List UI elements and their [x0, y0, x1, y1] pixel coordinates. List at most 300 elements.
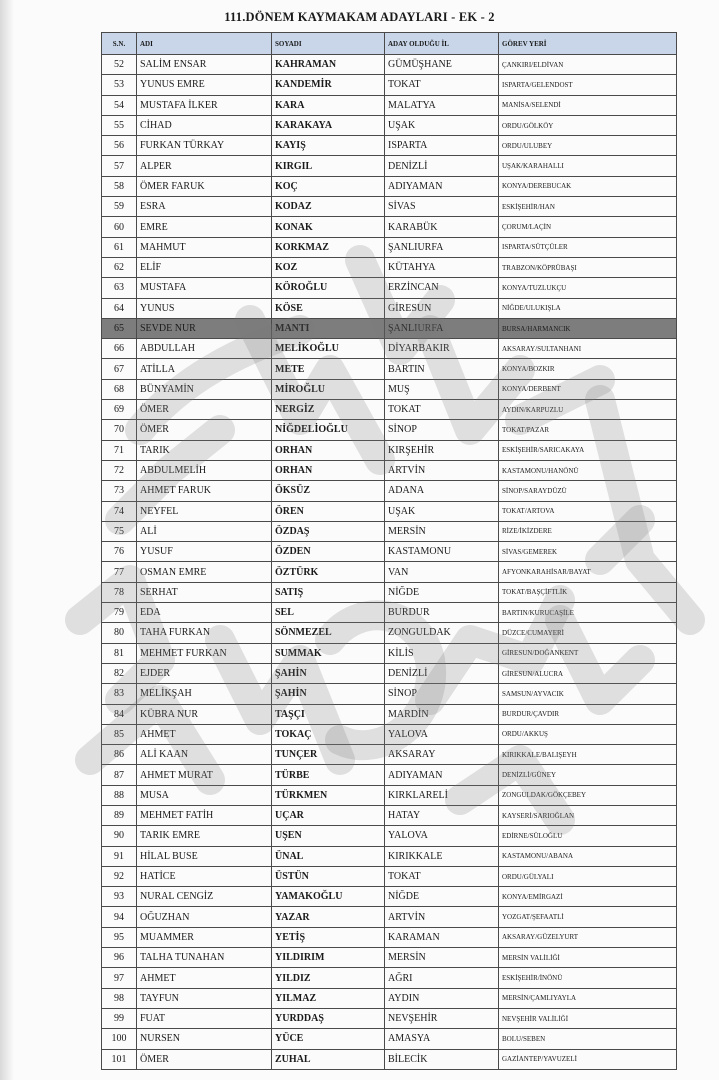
table-row	[102, 866, 677, 886]
row-gorev: YOZGAT/ŞEFAATLİ	[499, 907, 677, 927]
row-il: SİNOP	[385, 684, 499, 704]
row-gorev: KIRIKKALE/BALIŞEYH	[499, 745, 677, 765]
row-adi: AHMET MURAT	[137, 765, 272, 785]
row-adi: SALİM ENSAR	[137, 55, 272, 75]
row-sn: 68	[102, 379, 137, 399]
table-row	[102, 745, 677, 765]
row-gorev: KASTAMONU/HANÖNÜ	[499, 460, 677, 480]
row-gorev: KONYA/TUZLUKÇU	[499, 278, 677, 298]
row-adi: AHMET	[137, 724, 272, 744]
row-il: MERSİN	[385, 948, 499, 968]
row-adi: MUSTAFA İLKER	[137, 95, 272, 115]
table-row	[102, 948, 677, 968]
table-row	[102, 968, 677, 988]
row-soyadi: SUMMAK	[272, 643, 385, 663]
row-sn: 87	[102, 765, 137, 785]
row-il: ADIYAMAN	[385, 176, 499, 196]
row-il: DİYARBAKIR	[385, 339, 499, 359]
row-gorev: TOKAT/BAŞÇİFTLİK	[499, 582, 677, 602]
row-sn: 85	[102, 724, 137, 744]
table-row	[102, 603, 677, 623]
row-adi: YUSUF	[137, 542, 272, 562]
row-il: UŞAK	[385, 115, 499, 135]
row-sn: 96	[102, 948, 137, 968]
row-soyadi: KOÇ	[272, 176, 385, 196]
row-soyadi: KORKMAZ	[272, 237, 385, 257]
row-sn: 90	[102, 826, 137, 846]
row-gorev: AKSARAY/SULTANHANI	[499, 339, 677, 359]
row-soyadi: ÜNAL	[272, 846, 385, 866]
row-sn: 92	[102, 866, 137, 886]
row-il: UŞAK	[385, 501, 499, 521]
row-sn: 56	[102, 136, 137, 156]
row-adi: MELİKŞAH	[137, 684, 272, 704]
row-gorev: EDİRNE/SÜLOĞLU	[499, 826, 677, 846]
table-row	[102, 724, 677, 744]
row-sn: 76	[102, 542, 137, 562]
row-sn: 100	[102, 1029, 137, 1049]
table-row	[102, 176, 677, 196]
table-row	[102, 298, 677, 318]
row-soyadi: ÖREN	[272, 501, 385, 521]
table-row	[102, 562, 677, 582]
row-soyadi: ORHAN	[272, 440, 385, 460]
row-il: GİRESUN	[385, 298, 499, 318]
row-adi: TAHA FURKAN	[137, 623, 272, 643]
row-sn: 82	[102, 663, 137, 683]
row-il: DENİZLİ	[385, 156, 499, 176]
row-il: DENİZLİ	[385, 663, 499, 683]
row-gorev: BOLU/SEBEN	[499, 1029, 677, 1049]
row-adi: MUSA	[137, 785, 272, 805]
row-sn: 94	[102, 907, 137, 927]
row-adi: TARIK	[137, 440, 272, 460]
row-adi: BÜNYAMİN	[137, 379, 272, 399]
row-sn: 74	[102, 501, 137, 521]
row-il: ZONGULDAK	[385, 623, 499, 643]
row-sn: 86	[102, 745, 137, 765]
row-soyadi: KODAZ	[272, 197, 385, 217]
table-body	[102, 55, 677, 1070]
row-soyadi: KONAK	[272, 217, 385, 237]
row-gorev: BURSA/HARMANCIK	[499, 318, 677, 338]
row-soyadi: KÖROĞLU	[272, 278, 385, 298]
table-row	[102, 887, 677, 907]
table-row	[102, 765, 677, 785]
table-row	[102, 643, 677, 663]
row-soyadi: TAŞÇI	[272, 704, 385, 724]
row-gorev: RİZE/İKİZDERE	[499, 521, 677, 541]
row-adi: KÜBRA NUR	[137, 704, 272, 724]
row-soyadi: SATIŞ	[272, 582, 385, 602]
table-row	[102, 623, 677, 643]
row-adi: MEHMET FATİH	[137, 805, 272, 825]
row-soyadi: UÇAR	[272, 805, 385, 825]
row-gorev: UŞAK/KARAHALLI	[499, 156, 677, 176]
table-row	[102, 582, 677, 602]
row-il: ISPARTA	[385, 136, 499, 156]
row-gorev: ÇORUM/LAÇİN	[499, 217, 677, 237]
row-gorev: TOKAT/PAZAR	[499, 420, 677, 440]
row-adi: CİHAD	[137, 115, 272, 135]
table-row	[102, 785, 677, 805]
row-adi: ÖMER	[137, 400, 272, 420]
row-gorev: GİRESUN/ALUCRA	[499, 663, 677, 683]
row-gorev: ORDU/GÜLYALI	[499, 866, 677, 886]
row-sn: 71	[102, 440, 137, 460]
table-row	[102, 440, 677, 460]
row-sn: 97	[102, 968, 137, 988]
row-soyadi: YAZAR	[272, 907, 385, 927]
row-soyadi: TÜRKMEN	[272, 785, 385, 805]
row-gorev: ORDU/GÖLKÖY	[499, 115, 677, 135]
row-sn: 69	[102, 400, 137, 420]
row-il: ADIYAMAN	[385, 765, 499, 785]
row-il: AĞRI	[385, 968, 499, 988]
table-row	[102, 907, 677, 927]
row-adi: OĞUZHAN	[137, 907, 272, 927]
row-il: KASTAMONU	[385, 542, 499, 562]
row-soyadi: NERGİZ	[272, 400, 385, 420]
row-il: ARTVİN	[385, 907, 499, 927]
row-soyadi: TÜRBE	[272, 765, 385, 785]
header-adi: ADI	[137, 33, 272, 55]
row-adi: FUAT	[137, 1008, 272, 1028]
row-il: KARABÜK	[385, 217, 499, 237]
table-row	[102, 846, 677, 866]
table-row	[102, 115, 677, 135]
table-row	[102, 55, 677, 75]
row-soyadi: KIRGIL	[272, 156, 385, 176]
candidates-table	[101, 32, 677, 1070]
row-adi: ATİLLA	[137, 359, 272, 379]
row-adi: ÖMER	[137, 1049, 272, 1069]
row-soyadi: YILMAZ	[272, 988, 385, 1008]
table-row	[102, 521, 677, 541]
row-adi: ABDULLAH	[137, 339, 272, 359]
table-row	[102, 1029, 677, 1049]
row-soyadi: YETİŞ	[272, 927, 385, 947]
row-soyadi: YURDDAŞ	[272, 1008, 385, 1028]
row-adi: OSMAN EMRE	[137, 562, 272, 582]
row-il: ARTVİN	[385, 460, 499, 480]
row-sn: 59	[102, 197, 137, 217]
row-il: ERZİNCAN	[385, 278, 499, 298]
row-gorev: ORDU/AKKUŞ	[499, 724, 677, 744]
row-sn: 75	[102, 521, 137, 541]
row-sn: 65	[102, 318, 137, 338]
row-soyadi: KARAKAYA	[272, 115, 385, 135]
row-gorev: MERSİN/ÇAMLIYAYLA	[499, 988, 677, 1008]
row-gorev: TRABZON/KÖPRÜBAŞI	[499, 257, 677, 277]
row-gorev: ORDU/ULUBEY	[499, 136, 677, 156]
row-il: KARAMAN	[385, 927, 499, 947]
row-sn: 81	[102, 643, 137, 663]
row-adi: SEVDE NUR	[137, 318, 272, 338]
row-adi: YUNUS EMRE	[137, 75, 272, 95]
row-il: KIRŞEHİR	[385, 440, 499, 460]
row-soyadi: MELİKOĞLU	[272, 339, 385, 359]
row-sn: 64	[102, 298, 137, 318]
row-sn: 72	[102, 460, 137, 480]
table-row	[102, 460, 677, 480]
row-il: BURDUR	[385, 603, 499, 623]
document-title: 111.DÖNEM KAYMAKAM ADAYLARI - EK - 2	[224, 10, 495, 24]
row-soyadi: ÖZDAŞ	[272, 521, 385, 541]
row-soyadi: MİROĞLU	[272, 379, 385, 399]
row-sn: 55	[102, 115, 137, 135]
row-soyadi: YÜCE	[272, 1029, 385, 1049]
row-il: KIRIKKALE	[385, 846, 499, 866]
row-il: TOKAT	[385, 400, 499, 420]
row-soyadi: KAYIŞ	[272, 136, 385, 156]
row-sn: 93	[102, 887, 137, 907]
row-il: KIRKLARELİ	[385, 785, 499, 805]
row-gorev: MERSİN VALİLİĞİ	[499, 948, 677, 968]
header-sn: S.N.	[102, 33, 137, 55]
row-adi: YUNUS	[137, 298, 272, 318]
row-sn: 61	[102, 237, 137, 257]
row-gorev: BARTIN/KURUCAŞİLE	[499, 603, 677, 623]
row-soyadi: SÖNMEZEL	[272, 623, 385, 643]
row-gorev: KONYA/DEREBUCAK	[499, 176, 677, 196]
table-row	[102, 156, 677, 176]
table-row	[102, 217, 677, 237]
row-il: NEVŞEHİR	[385, 1008, 499, 1028]
row-il: YALOVA	[385, 724, 499, 744]
row-soyadi: KARA	[272, 95, 385, 115]
row-gorev: AYDIN/KARPUZLU	[499, 400, 677, 420]
table-row	[102, 359, 677, 379]
table-row	[102, 257, 677, 277]
row-sn: 70	[102, 420, 137, 440]
row-gorev: AKSARAY/GÜZELYURT	[499, 927, 677, 947]
row-gorev: KASTAMONU/ABANA	[499, 846, 677, 866]
row-sn: 67	[102, 359, 137, 379]
row-il: VAN	[385, 562, 499, 582]
row-sn: 99	[102, 1008, 137, 1028]
row-gorev: ESKİŞEHİR/İNÖNÜ	[499, 968, 677, 988]
row-gorev: SİNOP/SARAYDÜZÜ	[499, 481, 677, 501]
row-soyadi: YILDIZ	[272, 968, 385, 988]
row-soyadi: ÖZTÜRK	[272, 562, 385, 582]
row-adi: TAYFUN	[137, 988, 272, 1008]
row-soyadi: UŞEN	[272, 826, 385, 846]
row-adi: ABDULMELİH	[137, 460, 272, 480]
row-sn: 57	[102, 156, 137, 176]
row-sn: 80	[102, 623, 137, 643]
row-gorev: KONYA/DERBENT	[499, 379, 677, 399]
table-row	[102, 95, 677, 115]
page-edge-shadow	[0, 0, 14, 1080]
row-sn: 60	[102, 217, 137, 237]
row-adi: NURAL CENGİZ	[137, 887, 272, 907]
row-sn: 53	[102, 75, 137, 95]
row-gorev: ZONGULDAK/GÖKÇEBEY	[499, 785, 677, 805]
row-il: AYDIN	[385, 988, 499, 1008]
row-adi: MUAMMER	[137, 927, 272, 947]
row-il: ADANA	[385, 481, 499, 501]
row-adi: ALPER	[137, 156, 272, 176]
row-adi: ÖMER FARUK	[137, 176, 272, 196]
row-gorev: GAZİANTEP/YAVUZELİ	[499, 1049, 677, 1069]
row-adi: AHMET FARUK	[137, 481, 272, 501]
row-adi: HİLAL BUSE	[137, 846, 272, 866]
row-adi: ALİ	[137, 521, 272, 541]
row-il: BİLECİK	[385, 1049, 499, 1069]
row-gorev: NEVŞEHİR VALİLİĞİ	[499, 1008, 677, 1028]
row-soyadi: KAHRAMAN	[272, 55, 385, 75]
row-gorev: NİĞDE/ULUKIŞLA	[499, 298, 677, 318]
table-row	[102, 826, 677, 846]
row-il: TOKAT	[385, 75, 499, 95]
row-adi: TALHA TUNAHAN	[137, 948, 272, 968]
row-gorev: DENİZLİ/GÜNEY	[499, 765, 677, 785]
row-gorev: GİRESUN/DOĞANKENT	[499, 643, 677, 663]
row-adi: ESRA	[137, 197, 272, 217]
row-il: BARTIN	[385, 359, 499, 379]
row-adi: TARIK EMRE	[137, 826, 272, 846]
row-sn: 88	[102, 785, 137, 805]
row-adi: MEHMET FURKAN	[137, 643, 272, 663]
row-il: HATAY	[385, 805, 499, 825]
row-il: SİVAS	[385, 197, 499, 217]
row-soyadi: KOZ	[272, 257, 385, 277]
row-il: MARDİN	[385, 704, 499, 724]
row-gorev: BURDUR/ÇAVDIR	[499, 704, 677, 724]
row-soyadi: NİĞDELİOĞLU	[272, 420, 385, 440]
row-il: ŞANLIURFA	[385, 237, 499, 257]
row-sn: 63	[102, 278, 137, 298]
row-gorev: SAMSUN/AYVACIK	[499, 684, 677, 704]
row-sn: 79	[102, 603, 137, 623]
row-adi: EDA	[137, 603, 272, 623]
header-gorev: GÖREV YERİ	[499, 33, 677, 55]
row-gorev: ESKİŞEHİR/SARICAKAYA	[499, 440, 677, 460]
row-gorev: AFYONKARAHİSAR/BAYAT	[499, 562, 677, 582]
table-row	[102, 542, 677, 562]
row-gorev: SİVAS/GEMEREK	[499, 542, 677, 562]
row-soyadi: ÜSTÜN	[272, 866, 385, 886]
table-row	[102, 318, 677, 338]
row-soyadi: KÖSE	[272, 298, 385, 318]
table-row	[102, 197, 677, 217]
row-sn: 101	[102, 1049, 137, 1069]
row-adi: ALİ KAAN	[137, 745, 272, 765]
row-soyadi: MANTI	[272, 318, 385, 338]
row-il: TOKAT	[385, 866, 499, 886]
row-sn: 62	[102, 257, 137, 277]
table-row	[102, 379, 677, 399]
row-il: KÜTAHYA	[385, 257, 499, 277]
row-sn: 77	[102, 562, 137, 582]
table-row	[102, 1008, 677, 1028]
row-adi: EMRE	[137, 217, 272, 237]
row-sn: 66	[102, 339, 137, 359]
row-il: MALATYA	[385, 95, 499, 115]
row-soyadi: KANDEMİR	[272, 75, 385, 95]
row-adi: ÖMER	[137, 420, 272, 440]
table-header-row	[102, 33, 677, 55]
row-adi: MAHMUT	[137, 237, 272, 257]
row-gorev: ÇANKIRI/ELDİVAN	[499, 55, 677, 75]
row-il: SİNOP	[385, 420, 499, 440]
row-il: NİĞDE	[385, 582, 499, 602]
row-sn: 83	[102, 684, 137, 704]
row-gorev: KONYA/EMİRGAZİ	[499, 887, 677, 907]
row-il: AKSARAY	[385, 745, 499, 765]
row-il: KİLİS	[385, 643, 499, 663]
row-gorev: KAYSERİ/SARIOĞLAN	[499, 805, 677, 825]
row-il: ŞANLIURFA	[385, 318, 499, 338]
row-gorev: MANİSA/SELENDİ	[499, 95, 677, 115]
row-sn: 84	[102, 704, 137, 724]
row-soyadi: ZUHAL	[272, 1049, 385, 1069]
row-sn: 54	[102, 95, 137, 115]
row-adi: ELİF	[137, 257, 272, 277]
row-sn: 73	[102, 481, 137, 501]
row-adi: AHMET	[137, 968, 272, 988]
table-row	[102, 420, 677, 440]
row-gorev: ESKİŞEHİR/HAN	[499, 197, 677, 217]
row-soyadi: ŞAHİN	[272, 684, 385, 704]
row-adi: MUSTAFA	[137, 278, 272, 298]
row-soyadi: TUNÇER	[272, 745, 385, 765]
row-sn: 95	[102, 927, 137, 947]
row-adi: FURKAN TÜRKAY	[137, 136, 272, 156]
row-soyadi: ÖKSÜZ	[272, 481, 385, 501]
table-row	[102, 481, 677, 501]
row-soyadi: ÖZDEN	[272, 542, 385, 562]
row-il: MERSİN	[385, 521, 499, 541]
row-adi: NEYFEL	[137, 501, 272, 521]
row-adi: NURSEN	[137, 1029, 272, 1049]
row-gorev: TOKAT/ARTOVA	[499, 501, 677, 521]
row-il: AMASYA	[385, 1029, 499, 1049]
table-row	[102, 704, 677, 724]
row-soyadi: METE	[272, 359, 385, 379]
table-row	[102, 805, 677, 825]
row-adi: HATİCE	[137, 866, 272, 886]
row-il: NİĞDE	[385, 887, 499, 907]
header-il: ADAY OLDUĞU İL	[385, 33, 499, 55]
table-row	[102, 927, 677, 947]
row-soyadi: YAMAKOĞLU	[272, 887, 385, 907]
row-sn: 58	[102, 176, 137, 196]
table-row	[102, 501, 677, 521]
table-row	[102, 339, 677, 359]
row-il: YALOVA	[385, 826, 499, 846]
table-row	[102, 278, 677, 298]
row-il: GÜMÜŞHANE	[385, 55, 499, 75]
row-soyadi: TOKAÇ	[272, 724, 385, 744]
row-adi: EJDER	[137, 663, 272, 683]
row-gorev: DÜZCE/CUMAYERİ	[499, 623, 677, 643]
row-gorev: ISPARTA/GELENDOST	[499, 75, 677, 95]
table-row	[102, 663, 677, 683]
row-il: MUŞ	[385, 379, 499, 399]
row-sn: 89	[102, 805, 137, 825]
row-sn: 52	[102, 55, 137, 75]
row-sn: 78	[102, 582, 137, 602]
row-soyadi: ŞAHİN	[272, 663, 385, 683]
row-gorev: KONYA/BOZKIR	[499, 359, 677, 379]
row-soyadi: SEL	[272, 603, 385, 623]
row-soyadi: YILDIRIM	[272, 948, 385, 968]
table-row	[102, 75, 677, 95]
table-row	[102, 237, 677, 257]
row-sn: 98	[102, 988, 137, 1008]
